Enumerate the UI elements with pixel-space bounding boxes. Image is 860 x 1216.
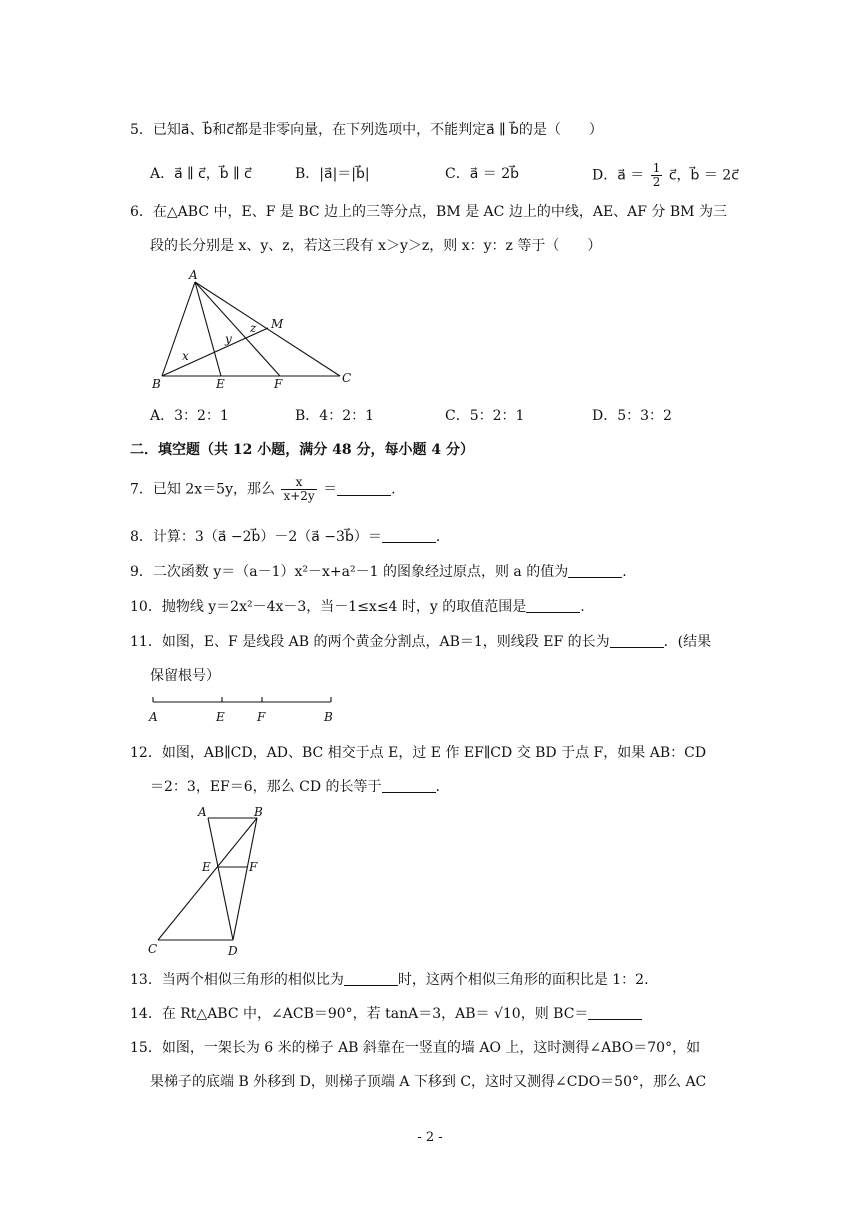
page-number: - 2 - [417,1130,443,1145]
q12-line1: 12．如图，AB∥CD，AD、BC 相交于点 E，过 E 作 EF∥CD 交 BD 于点 F，如果 AB：CD [130,745,707,761]
q8-end: . [435,529,441,545]
q6-option-c: C．5：2：1 [445,408,525,424]
answer-blank[interactable] [568,563,622,578]
label-y: y [225,332,232,346]
q14-text: 14．在 Rt△ABC 中，∠ACB＝90°，若 tanA＝3，AB＝ √10，则 BC＝ [130,1006,589,1022]
q10-text: 10．抛物线 y＝2x²－4x－3，当－1≤x≤4 时，y 的取值范围是 [130,599,527,615]
section-heading: 二．填空题（共 12 小题，满分 48 分，每小题 4 分） [130,442,474,458]
q13 [130,970,649,990]
q6-option-a: A．3：2：1 [150,408,229,424]
q11-text: 11．如图，E、F 是线段 AB 的两个黄金分割点，AB＝1，则线段 EF 的长为 [130,634,610,650]
label-e: E [216,377,225,391]
q12-trapezoid-figure [140,800,270,960]
q6-options [150,404,750,428]
segment-ad [208,818,233,940]
q5-option-d-fraction [651,162,663,189]
fraction-denominator: x+2y [283,489,315,503]
label-d: D [228,944,238,958]
q7-suffix: ＝ [323,481,338,498]
answer-blank[interactable] [588,1005,642,1020]
label-c: C [342,371,352,385]
q7-fraction [281,476,316,503]
q9-text: 9．二次函数 y＝（a－1）x²－x+a²－1 的图象经过原点，则 a 的值为 [130,564,569,580]
segment-bd [233,818,257,940]
q5-option-a: A．a⃗ ∥ c⃗，b⃗ ∥ c⃗ [150,166,252,182]
q12-text: ＝2：3，EF＝6，那么 CD 的长等于 [150,779,382,795]
label-f: F [274,377,283,391]
label-m: M [271,317,284,331]
segment-ab [162,282,195,376]
answer-blank[interactable] [526,598,580,613]
q9-end: . [622,564,627,580]
q5-option-c: C．a⃗ ＝ 2b⃗ [445,166,519,182]
label-a: A [198,805,207,819]
q6-line2: 段的长分别是 x、y、z，若这三段有 x＞y＞z，则 x：y：z 等于（ ） [150,238,602,254]
label-a: A [189,268,198,282]
label-f: F [257,710,266,724]
fraction-numerator: 1 [652,161,661,175]
q10 [130,597,585,617]
answer-blank[interactable] [344,971,398,986]
q15-line1: 15．如图，一架长为 6 米的梯子 AB 斜靠在一竖直的墙 AO 上，这时测得∠ABO＝70°，如 [130,1040,701,1056]
segment-bc [158,818,257,940]
q8 [130,527,440,547]
q13-suffix: 时，这两个相似三角形的面积比是 1：2. [397,972,649,988]
q11-line1-end: ．(结果 [663,634,712,650]
q12-end: . [435,779,440,795]
q6-line1: 6．在△ABC 中，E、F 是 BC 边上的三等分点，BM 是 AC 边上的中线，AE、AF 分 BM 为三 [130,204,727,220]
q7-end: . [391,481,396,498]
answer-blank[interactable] [382,778,436,793]
q6-triangle-figure [140,268,370,398]
segment-bm [162,328,268,376]
q11-segment-figure [145,692,345,728]
q5-stem: 5．已知a⃗、b⃗和c⃗都是非零向量，在下列选项中，不能判定a⃗ ∥ b⃗的是（ ） [130,122,603,138]
label-e: E [216,710,225,724]
q5-options [150,161,750,189]
q15-line2: 果梯子的底端 B 外移到 D，则梯子顶端 A 下移到 C，这时又测得∠CDO＝50°，那么 AC [150,1074,707,1090]
q5-option-d [592,162,739,189]
q5-option-d-suffix: c⃗，b⃗ ＝ 2c⃗ [668,167,739,184]
fraction-denominator: 2 [652,175,661,189]
q11-line1 [130,632,711,652]
label-b: B [254,805,263,819]
label-z: z [250,321,257,335]
q12-line2 [150,777,440,797]
q11-line2: 保留根号） [150,668,220,684]
q5-option-d-prefix: D．a⃗ ＝ [592,167,645,184]
answer-blank[interactable] [337,481,391,496]
q9 [130,562,627,582]
q8-text: 8．计算：3（a⃗ −2b⃗）－2（a⃗ −3b⃗）＝ [130,529,382,545]
q7 [130,476,396,503]
answer-blank[interactable] [382,528,436,543]
label-b: B [152,377,161,391]
label-c: C [148,942,158,956]
q6-option-d: D．5：3：2 [592,408,672,424]
answer-blank[interactable] [610,633,664,648]
label-a: A [149,710,158,724]
label-f: F [249,860,258,874]
q7-prefix: 7．已知 2x＝5y，那么 [130,481,275,498]
q13-prefix: 13．当两个相似三角形的相似比为 [130,972,344,988]
label-b: B [324,710,333,724]
fraction-numerator: x [281,476,316,490]
q6-option-b: B．4：2：1 [295,408,375,424]
label-e: E [202,860,211,874]
q10-end: . [580,599,585,615]
label-x: x [182,349,189,363]
q14 [130,1004,642,1024]
q5-option-b: B．|a⃗|＝|b⃗| [295,166,370,182]
